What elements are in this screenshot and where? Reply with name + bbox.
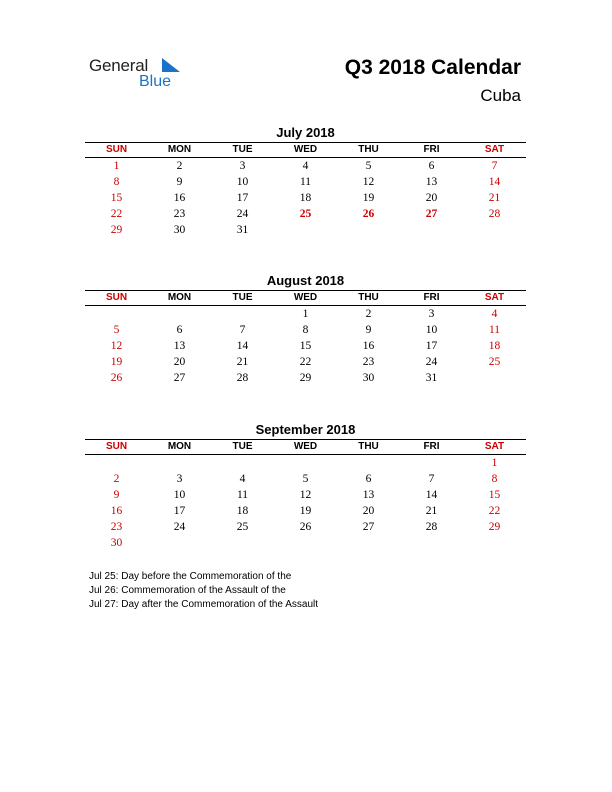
day-cell: 19 [110, 356, 123, 368]
day-cell: 26 [110, 372, 123, 384]
day-cell [400, 222, 463, 238]
day-cell: 18 [236, 505, 249, 517]
weekday-header: TUE [232, 292, 253, 303]
day-cell: 30 [173, 224, 186, 236]
day-cell: 16 [362, 340, 375, 352]
day-cell: 6 [428, 160, 435, 172]
week-row [85, 503, 526, 519]
day-cell: 9 [113, 489, 120, 501]
day-cell: 18 [488, 340, 501, 352]
day-cell: 19 [299, 505, 312, 517]
week-row [85, 370, 526, 386]
day-cell: 7 [239, 324, 246, 336]
day-cell: 20 [173, 356, 186, 368]
day-cell: 31 [236, 224, 249, 236]
day-cell: 1 [491, 457, 498, 469]
day-cell: 17 [425, 340, 438, 352]
weekday-header: SUN [105, 441, 128, 452]
weekday-header-row [85, 439, 526, 455]
day-cell: 23 [362, 356, 375, 368]
day-cell: 11 [488, 324, 501, 336]
day-cell: 6 [176, 324, 183, 336]
logo-flag-icon [162, 58, 180, 72]
day-cell [211, 535, 274, 551]
day-cell: 22 [110, 208, 123, 220]
day-cell: 12 [110, 340, 123, 352]
day-cell: 11 [236, 489, 249, 501]
day-cell: 15 [488, 489, 501, 501]
weekday-header-row [85, 290, 526, 306]
day-cell [85, 306, 148, 322]
weekday-header: WED [293, 144, 318, 155]
weekday-header: SAT [484, 292, 505, 303]
page-title: Q3 2018 Calendar [344, 56, 521, 79]
weekday-header: MON [167, 144, 192, 155]
day-cell: 20 [425, 192, 438, 204]
week-row [85, 455, 526, 471]
day-cell: 10 [173, 489, 186, 501]
day-cell: 21 [236, 356, 249, 368]
day-cell: 9 [365, 324, 372, 336]
day-cell: 16 [110, 505, 123, 517]
day-cell: 25 [236, 521, 249, 533]
weekday-header: WED [293, 441, 318, 452]
weekday-header: TUE [232, 441, 253, 452]
day-cell: 13 [425, 176, 438, 188]
weekday-header: FRI [423, 292, 440, 303]
weekday-header: THU [358, 144, 379, 155]
day-cell [211, 306, 274, 322]
day-cell [211, 455, 274, 471]
day-cell: 17 [173, 505, 186, 517]
day-cell: 27 [173, 372, 186, 384]
holiday-note: Jul 26: Commemoration of the Assault of the [89, 585, 286, 596]
logo-text-general: General [89, 56, 149, 75]
day-cell [463, 370, 526, 386]
day-cell: 29 [299, 372, 312, 384]
week-row [85, 322, 526, 338]
day-cell: 12 [362, 176, 375, 188]
day-cell: 3 [176, 473, 183, 485]
day-cell: 24 [236, 208, 249, 220]
day-cell: 25 [488, 356, 501, 368]
day-cell: 7 [491, 160, 498, 172]
day-cell: 30 [362, 372, 375, 384]
week-row [85, 190, 526, 206]
day-cell [85, 455, 148, 471]
day-cell: 14 [488, 176, 501, 188]
day-cell: 28 [236, 372, 249, 384]
day-cell [274, 535, 337, 551]
day-cell: 21 [425, 505, 438, 517]
day-cell: 15 [299, 340, 312, 352]
month-block-september [85, 421, 526, 551]
day-cell: 23 [110, 521, 123, 533]
weekday-header: MON [167, 441, 192, 452]
day-cell: 5 [365, 160, 372, 172]
week-row [85, 535, 526, 551]
weekday-header-row [85, 142, 526, 158]
day-cell [400, 535, 463, 551]
day-cell: 26 [299, 521, 312, 533]
day-cell: 8 [491, 473, 498, 485]
holiday-note: Jul 25: Day before the Commemoration of the [89, 571, 292, 582]
day-cell: 27 [425, 208, 438, 220]
weekday-header: SAT [484, 441, 505, 452]
day-cell: 8 [302, 324, 309, 336]
day-cell: 2 [176, 160, 183, 172]
day-cell: 30 [110, 537, 123, 549]
month-title: August 2018 [266, 273, 345, 288]
week-row [85, 487, 526, 503]
weekday-header: WED [293, 292, 318, 303]
month-title: July 2018 [276, 125, 335, 140]
day-cell: 9 [176, 176, 183, 188]
day-cell [400, 455, 463, 471]
day-cell: 23 [173, 208, 186, 220]
day-cell: 29 [488, 521, 501, 533]
day-cell [274, 222, 337, 238]
day-cell: 4 [491, 308, 498, 320]
day-cell: 26 [362, 208, 375, 220]
day-cell: 3 [428, 308, 435, 320]
day-cell: 28 [488, 208, 501, 220]
day-cell: 1 [113, 160, 120, 172]
weekday-header: SAT [484, 144, 505, 155]
day-cell: 24 [173, 521, 186, 533]
day-cell: 2 [365, 308, 372, 320]
day-cell: 25 [299, 208, 312, 220]
weekday-header: FRI [423, 441, 440, 452]
day-cell [463, 222, 526, 238]
week-row [85, 206, 526, 222]
day-cell: 18 [299, 192, 312, 204]
holiday-note: Jul 27: Day after the Commemoration of the Assault [89, 599, 318, 610]
day-cell: 22 [488, 505, 501, 517]
month-block-july [85, 124, 526, 238]
day-cell: 1 [302, 308, 309, 320]
day-cell: 17 [236, 192, 249, 204]
weekday-header: SUN [105, 144, 128, 155]
month-title: September 2018 [255, 422, 356, 437]
week-row [85, 158, 526, 174]
day-cell [337, 455, 400, 471]
day-cell: 29 [110, 224, 123, 236]
day-cell [148, 455, 211, 471]
day-cell: 3 [239, 160, 246, 172]
day-cell: 14 [236, 340, 249, 352]
day-cell: 6 [365, 473, 372, 485]
day-cell: 10 [236, 176, 249, 188]
day-cell: 5 [113, 324, 120, 336]
day-cell [463, 535, 526, 551]
holiday-note-overflow [89, 612, 349, 619]
week-row [85, 222, 526, 238]
weekday-header: MON [167, 292, 192, 303]
week-row [85, 306, 526, 322]
day-cell: 12 [299, 489, 312, 501]
day-cell [148, 306, 211, 322]
day-cell: 27 [362, 521, 375, 533]
week-row [85, 338, 526, 354]
week-row [85, 519, 526, 535]
weekday-header: THU [358, 441, 379, 452]
weekday-header: FRI [423, 144, 440, 155]
week-row [85, 174, 526, 190]
day-cell: 21 [488, 192, 501, 204]
day-cell [337, 222, 400, 238]
day-cell: 8 [113, 176, 120, 188]
day-cell: 4 [302, 160, 309, 172]
day-cell: 15 [110, 192, 123, 204]
day-cell [148, 535, 211, 551]
logo-text-blue: Blue [139, 73, 172, 90]
day-cell: 24 [425, 356, 438, 368]
weekday-header: TUE [232, 144, 253, 155]
day-cell: 16 [173, 192, 186, 204]
week-row [85, 354, 526, 370]
day-cell [274, 455, 337, 471]
day-cell: 14 [425, 489, 438, 501]
day-cell: 13 [362, 489, 375, 501]
week-row [85, 471, 526, 487]
day-cell: 10 [425, 324, 438, 336]
day-cell: 4 [239, 473, 246, 485]
day-cell: 19 [362, 192, 375, 204]
day-cell: 13 [173, 340, 186, 352]
day-cell: 31 [425, 372, 438, 384]
day-cell: 2 [113, 473, 120, 485]
holiday-notes [89, 570, 349, 619]
country-name: Cuba [480, 86, 521, 105]
day-cell: 7 [428, 473, 435, 485]
day-cell: 28 [425, 521, 438, 533]
day-cell: 11 [299, 176, 312, 188]
weekday-header: THU [358, 292, 379, 303]
day-cell: 22 [299, 356, 312, 368]
day-cell [337, 535, 400, 551]
month-block-august [85, 272, 526, 386]
day-cell: 5 [302, 473, 309, 485]
generalblue-logo [89, 56, 189, 96]
day-cell: 20 [362, 505, 375, 517]
weekday-header: SUN [105, 292, 128, 303]
